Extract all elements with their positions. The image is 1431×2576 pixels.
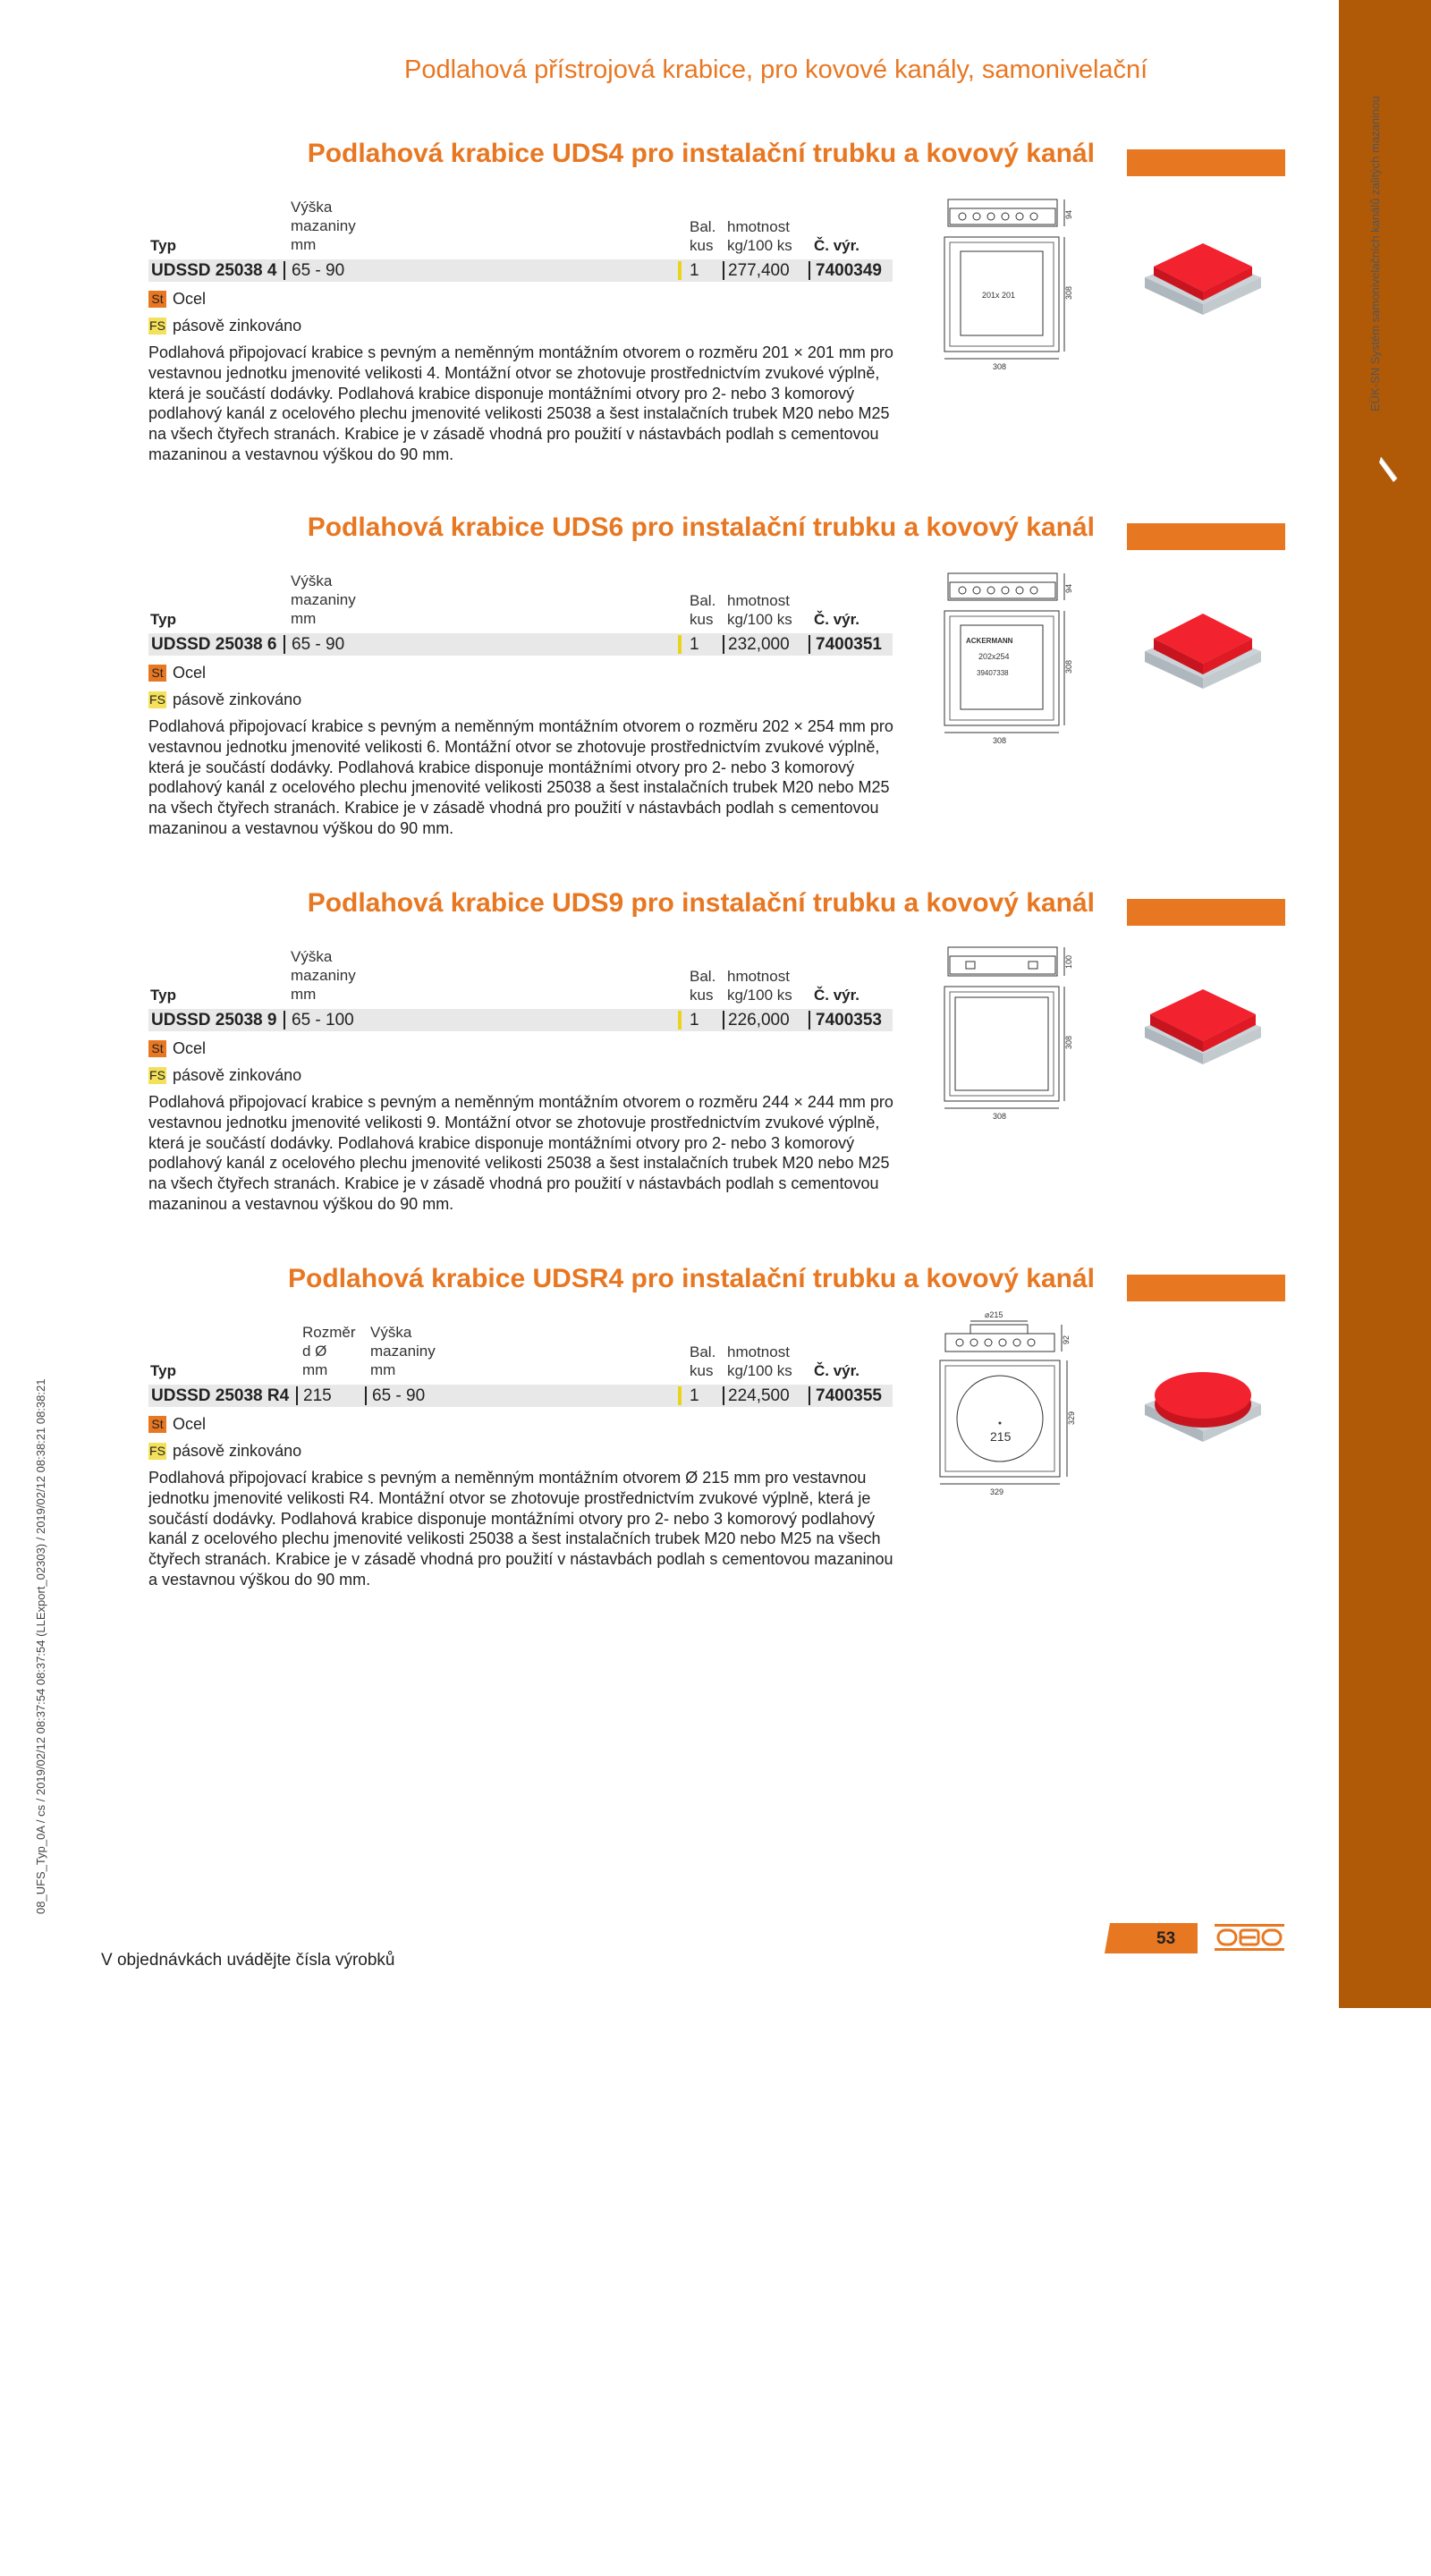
svg-text:308: 308: [1064, 659, 1073, 674]
product-section-uds4: [0, 139, 1339, 496]
svg-text:308: 308: [993, 736, 1007, 745]
obo-logo-icon: [1215, 1924, 1284, 1951]
technical-drawing: [939, 942, 1082, 1121]
table-row: [148, 633, 893, 656]
svg-text:100: 100: [1064, 954, 1073, 969]
svg-text:39407338: 39407338: [977, 669, 1009, 677]
cell-bal: 1: [690, 635, 699, 654]
header-bal: Bal. kus: [690, 968, 716, 1004]
page-number: 53: [1156, 1929, 1176, 1948]
header-hmotnost: hmotnost kg/100 ks: [727, 968, 792, 1004]
svg-text:⌀215: ⌀215: [985, 1310, 1003, 1319]
material-label: Ocel: [173, 1415, 207, 1433]
cell-hmotnost: 226,000: [728, 1011, 790, 1030]
cell-vyska: 65 - 90: [372, 1386, 426, 1405]
cell-typ: UDSSD 25038 6: [151, 635, 277, 654]
side-category-label: EÜK-SN Systém samonivelačních kanálů zalitých mazaninou: [1368, 96, 1382, 411]
header-vyska: Výška mazaniny mm: [370, 1324, 436, 1378]
cell-hmotnost: 277,400: [728, 261, 790, 280]
header-typ: Typ: [150, 237, 176, 254]
finish-badge-fs: FS: [149, 1444, 165, 1458]
section-title: Podlahová krabice UDS6 pro instalační trubku a kovový kanál: [307, 513, 1095, 542]
product-section-udsr4: [0, 1264, 1339, 1640]
header-cislo: Č. výr.: [814, 987, 860, 1004]
header-cislo: Č. výr.: [814, 611, 860, 628]
product-photo: [1136, 973, 1270, 1072]
cell-vyska: 65 - 90: [292, 635, 345, 654]
svg-text:329: 329: [1067, 1411, 1076, 1425]
svg-text:202x254: 202x254: [978, 652, 1010, 661]
cell-cislo: 7400351: [816, 635, 882, 654]
svg-text:308: 308: [1064, 1035, 1073, 1049]
cell-hmotnost: 232,000: [728, 635, 790, 654]
table-row: [148, 1385, 893, 1407]
product-section-uds6: [0, 513, 1339, 870]
material-label: Ocel: [173, 1039, 207, 1057]
product-photo: [1136, 597, 1270, 696]
svg-text:94: 94: [1064, 583, 1073, 593]
header-bal: Bal. kus: [690, 218, 716, 254]
cell-typ: UDSSD 25038 R4: [151, 1386, 290, 1405]
material-badge-st: St: [148, 1040, 166, 1057]
cell-bal: 1: [690, 1011, 699, 1030]
technical-drawing: [935, 1309, 1087, 1496]
technical-drawing: [939, 566, 1082, 745]
cell-typ: UDSSD 25038 4: [151, 261, 277, 280]
header-rozmer: Rozměr d Ø mm: [302, 1324, 356, 1378]
product-description: Podlahová připojovací krabice s pevným a neměnným montážním otvorem o rozměru 202 × 254 mm pro vestavnou jednotku jmenovité velikosti 6. Montážní otvor se zhotovuje prostřednictvím zvukové výplně, která je součástí dodávky. Podlahová krabice disponuje montážními otvory pro 2- nebo 3 komorový podlahový kanál z ocelového plechu jmenovité velikosti 25038 a šest instalačních trubek M20 nebo M25 na všech čtyřech stranách. Krabice je v zásadě vhodná pro použití v nástavbách podlah s cementovou mazaninou a vestavnou výškou do 90 mm.: [148, 717, 893, 837]
page-tab-icon: [1377, 452, 1402, 487]
section-title: Podlahová krabice UDS9 pro instalační trubku a kovový kanál: [307, 888, 1095, 918]
finish-label: pásově zinkováno: [173, 691, 302, 708]
cell-vyska: 65 - 100: [292, 1011, 354, 1030]
cell-cislo: 7400353: [816, 1011, 882, 1030]
header-vyska: Výška mazaniny mm: [291, 199, 356, 253]
header-typ: Typ: [150, 611, 176, 628]
title-accent-bar: [1127, 1275, 1285, 1301]
cell-bal: 1: [690, 1386, 699, 1405]
print-meta: 08_UFS_Typ_0A / cs / 2019/02/12 08:37:54 08:37:54 (LLExport_02303) / 2019/02/12 08:38:21 08:38:21: [34, 1378, 47, 1914]
technical-drawing: [939, 192, 1082, 371]
svg-text:92: 92: [1062, 1335, 1071, 1344]
header-bal: Bal. kus: [690, 592, 716, 628]
svg-text:308: 308: [993, 1112, 1007, 1121]
header-vyska: Výška mazaniny mm: [291, 948, 356, 1003]
finish-label: pásově zinkováno: [173, 1066, 302, 1084]
finish-badge-fs: FS: [149, 692, 165, 707]
header-typ: Typ: [150, 987, 176, 1004]
svg-text:94: 94: [1064, 209, 1073, 219]
title-accent-bar: [1127, 523, 1285, 550]
table-row: [148, 1009, 893, 1031]
title-accent-bar: [1127, 899, 1285, 926]
svg-text:308: 308: [1064, 285, 1073, 300]
product-section-uds9: [0, 888, 1339, 1246]
material-label: Ocel: [173, 290, 207, 308]
product-description: Podlahová připojovací krabice s pevným a neměnným montážním otvorem Ø 215 mm pro vestavnou jednotku jmenovité velikosti R4. Montážní otvor se zhotovuje prostřednictvím zvukové výplně, která je součástí dodávky. Podlahová krabice disponuje montážními otvory pro 2- nebo 3 komorový podlahový kanál z ocelového plechu jmenovité velikosti 25038 a šest instalačních trubek M20 nebo M25 na všech čtyřech stranách. Krabice je v zásadě vhodná pro použití v nástavbách podlah s cementovou mazaninou a vestavnou výškou do 90 mm.: [148, 1469, 893, 1589]
header-hmotnost: hmotnost kg/100 ks: [727, 1343, 792, 1379]
header-cislo: Č. výr.: [814, 1362, 860, 1379]
cell-rozmer: 215: [303, 1386, 332, 1405]
material-badge-st: St: [148, 1416, 166, 1433]
product-description: Podlahová připojovací krabice s pevným a neměnným montážním otvorem o rozměru 244 × 244 mm pro vestavnou jednotku jmenovité velikosti 9. Montážní otvor se zhotovuje prostřednictvím zvukové výplně, která je součástí dodávky. Podlahová krabice disponuje montážními otvory pro 2- nebo 3 komorový podlahový kanál z ocelového plechu jmenovité velikosti 25038 a šest instalačních trubek M20 nebo M25 na všech čtyřech stranách. Krabice je v zásadě vhodná pro použití v nástavbách podlah s cementovou mazaninou a vestavnou výškou do 90 mm.: [148, 1093, 893, 1213]
product-photo: [1136, 1349, 1270, 1447]
header-typ: Typ: [150, 1362, 176, 1379]
product-description: Podlahová připojovací krabice s pevným a neměnným montážním otvorem o rozměru 201 × 201 mm pro vestavnou jednotku jmenovité velikosti 4. Montážní otvor se zhotovuje prostřednictvím zvukové výplně, která je součástí dodávky. Podlahová krabice disponuje montážními otvory pro 2- nebo 3 komorový podlahový kanál z ocelového plechu jmenovité velikosti 25038 a šest instalačních trubek M20 nebo M25 na všech čtyřech stranách. Krabice je v zásadě vhodná pro použití v nástavbách podlah s cementovou mazaninou a vestavnou výškou do 90 mm.: [148, 343, 893, 463]
page-title: Podlahová přístrojová krabice, pro kovové kanály, samonivelační: [404, 55, 1148, 84]
svg-text:ACKERMANN: ACKERMANN: [966, 637, 1013, 645]
header-bal: Bal. kus: [690, 1343, 716, 1379]
finish-badge-fs: FS: [149, 1068, 165, 1082]
finish-badge-fs: FS: [149, 318, 165, 333]
header-cislo: Č. výr.: [814, 237, 860, 254]
cell-typ: UDSSD 25038 9: [151, 1011, 277, 1030]
cell-cislo: 7400355: [816, 1386, 882, 1405]
material-label: Ocel: [173, 664, 207, 682]
material-badge-st: St: [148, 665, 166, 682]
svg-text:201x 201: 201x 201: [982, 291, 1016, 300]
section-title: Podlahová krabice UDSR4 pro instalační trubku a kovový kanál: [288, 1264, 1095, 1293]
cell-bal: 1: [690, 261, 699, 280]
section-title: Podlahová krabice UDS4 pro instalační trubku a kovový kanál: [307, 139, 1095, 168]
title-accent-bar: [1127, 149, 1285, 176]
finish-label: pásově zinkováno: [173, 1442, 302, 1460]
cell-vyska: 65 - 90: [292, 261, 345, 280]
svg-text:308: 308: [993, 362, 1007, 371]
product-photo: [1136, 224, 1270, 322]
cell-hmotnost: 224,500: [728, 1386, 790, 1405]
header-vyska: Výška mazaniny mm: [291, 572, 356, 627]
header-hmotnost: hmotnost kg/100 ks: [727, 218, 792, 254]
svg-text:215: 215: [990, 1429, 1012, 1444]
cell-cislo: 7400349: [816, 261, 882, 280]
finish-label: pásově zinkováno: [173, 317, 302, 335]
header-hmotnost: hmotnost kg/100 ks: [727, 592, 792, 628]
table-row: [148, 259, 893, 282]
material-badge-st: St: [148, 291, 166, 308]
footer-note: V objednávkách uvádějte čísla výrobků: [101, 1951, 395, 1970]
svg-text:329: 329: [990, 1487, 1004, 1496]
